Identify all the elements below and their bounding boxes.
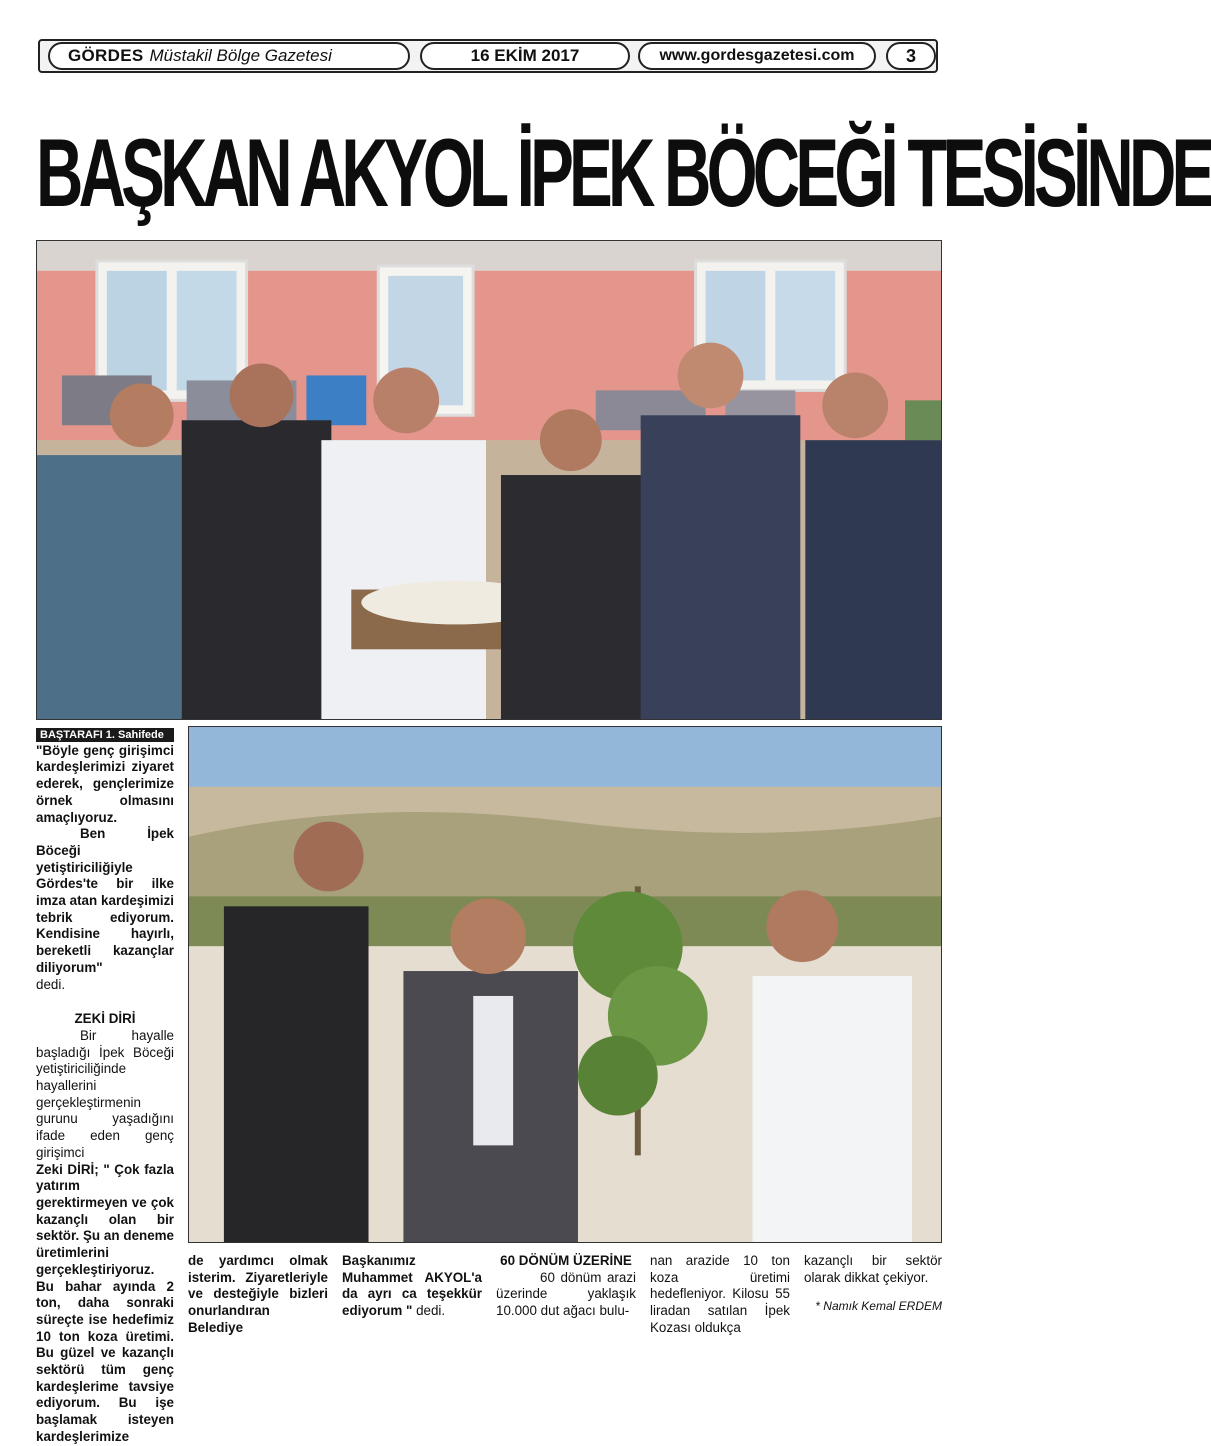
group-photo — [36, 240, 942, 720]
bottom-column-1 — [188, 1253, 328, 1337]
bottom-column-4-text: nan arazide 10 ton koza üretimi hedefleniyor. Kilosu 55 liradan satılan İpek Kozası oldukça — [650, 1253, 790, 1335]
subhead-60-donum: 60 DÖNÜM ÜZERİNE — [500, 1253, 632, 1268]
quote-end: dedi. — [36, 976, 66, 992]
bottom-column-2-end: dedi. — [416, 1303, 446, 1319]
paper-name: GÖRDES — [68, 46, 144, 65]
quote-paragraph-1: "Böyle genç girişimci kardeşlerimizi ziyaret ederek, gençlerimize örnek olmasını amaçlıyoruz. — [36, 742, 174, 825]
page-number: 3 — [886, 42, 936, 70]
interviewee-name: Zeki DİRİ; — [36, 1161, 99, 1177]
orchard-photo — [188, 726, 942, 1243]
quote-paragraph-3: " Çok fazla yatırım gerektirmeyen ve çok kazançlı olan bir sektör. Şu an deneme üretimlerini gerçekleştiriyoruz. Bu bahar ayında 2 ton, daha sonraki süreçte ise hedefimiz 10 ton koza üretimi. Bu güzel ve kazançlı sektörü tüm genç kardeşlerime tavsiye ediyorum. Bu işe başlamak isteyen kardeşlerimize — [36, 1161, 174, 1444]
issue-date: 16 EKİM 2017 — [420, 42, 630, 70]
bottom-column-4 — [650, 1253, 790, 1337]
byline: * Namık Kemal ERDEM — [815, 1299, 942, 1313]
subhead-zeki-diri: ZEKİ DİRİ — [74, 1011, 136, 1027]
body-paragraph-1: Bir hayalle başladığı İpek Böceği yetiştiriciliğinde hayallerini gerçekleştirmenin gurunu yaşadığını ifade eden genç girişimci — [36, 1027, 174, 1160]
bottom-column-1-text: de yardımcı olmak isterim. Ziyaretleriyle ve desteğiyle bizleri onurlandıran Belediye — [188, 1253, 328, 1335]
bottom-column-3-text: 60 dönüm arazi üzerinde yaklaşık 10.000 dut ağacı bulu- — [496, 1269, 636, 1319]
headline: BAŞKAN AKYOL İPEK BÖCEĞİ TESİSİNDE — [36, 119, 1211, 228]
quote-paragraph-2: Ben İpek Böceği yetiştiriciliğiyle Gördes'te bir ilke imza atan kardeşimizi tebrik ediyorum. Kendisine hayırlı, bereketli kazançlar diliyorum" — [36, 826, 174, 975]
bottom-column-5-text: kazançlı bir sektör olarak dikkat çekiyor. — [804, 1253, 942, 1285]
paper-name-pill — [48, 42, 410, 70]
bottom-column-5 — [804, 1253, 942, 1286]
continued-from-tag: BAŞTARAFI 1. Sahifede — [36, 728, 174, 742]
bottom-column-3 — [496, 1253, 636, 1320]
paper-tagline: Müstakil Bölge Gazetesi — [149, 46, 332, 65]
left-column — [36, 726, 174, 1446]
bottom-column-2 — [342, 1253, 482, 1320]
website-link[interactable]: www.gordesgazetesi.com — [638, 42, 876, 70]
bottom-column-2-text: Başkanımız Muhammet AKYOL'a da ayrı ca teşekkür ediyorum " — [342, 1253, 482, 1319]
